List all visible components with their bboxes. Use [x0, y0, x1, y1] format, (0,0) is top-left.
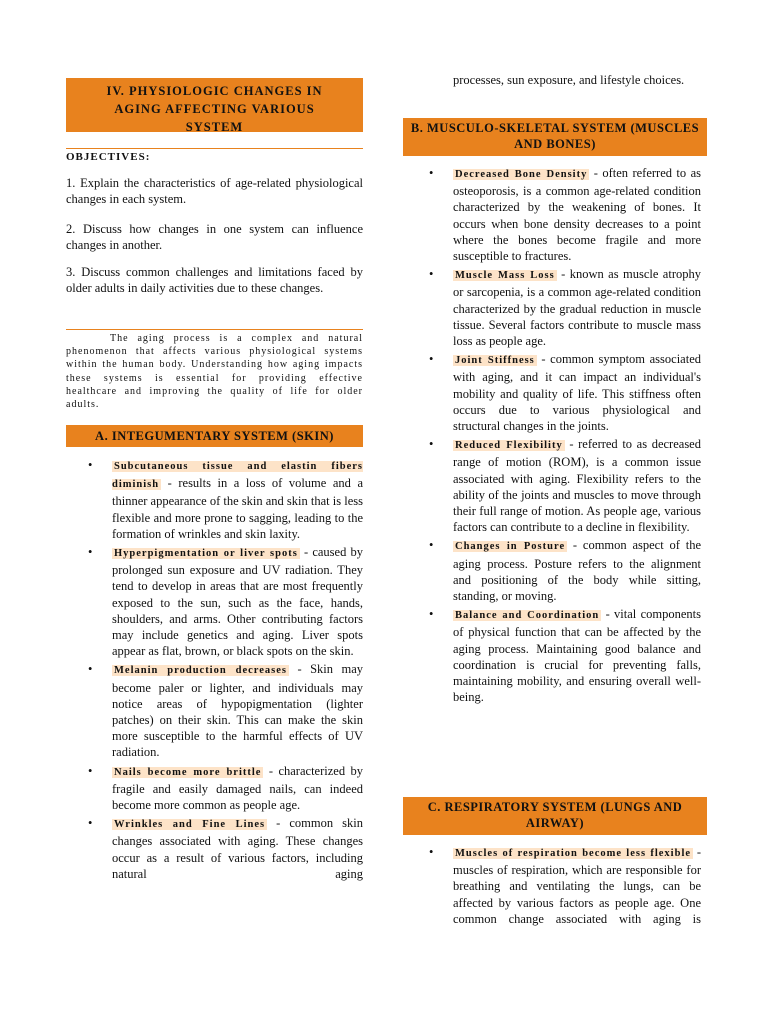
term-highlight: Changes in Posture [455, 541, 566, 553]
item-text: - vital components of physical function that can be affected by the aging process. Maintaining good balance and coordination is crucial for preventing falls, maintaining mobility, and ensuring overall well-being. [453, 607, 701, 705]
item-text: - common symptom associated with aging, and it can impact an individual's mobility and quality of life. This stiffness often occurs due to various physiological and structural changes in the joints. [453, 352, 701, 434]
list-item: • Hyperpigmentation or liver spots - caused by prolonged sun exposure and UV radiation. They tend to develop in areas that are most frequently exposed to the sun, such as the face, hands, shoulders, and arms. Other contributing factors may include genetics and aging. Liver spots appear as flat, brown, or black spots on the skin. [88, 545, 364, 659]
term-highlight: Melanin production decreases [114, 665, 288, 677]
term-highlight: Decreased Bone Density [455, 169, 588, 180]
item-text: - Skin may become paler or lighter, and individuals may notice areas of hypopigmentation (lighter patches) on their skin. This can make the skin more susceptible to the harmful effects of UV radiation. [112, 662, 363, 760]
item-text: - characterized by fragile and easily damaged nails, can indeed become more common as people age. [112, 763, 363, 813]
continuation-text: processes, sun exposure, and lifestyle choices. [453, 73, 685, 87]
item-text: - caused by prolonged sun exposure and UV radiation. They tend to develop in areas that are most frequently exposed to the sun, such as the face, hands, shoulders, and arms. Other contributing factors may include genetics and aging. Liver spots appear as flat, brown, or black spots on the skin. [112, 545, 364, 659]
objective-item: 1. Explain the characteristics of age-related physiological changes in each system. [66, 176, 363, 206]
term-highlight: Subcutaneous tissue and elastin fibers diminish [112, 461, 363, 491]
chapter-title-box [66, 78, 363, 132]
list-item: • Melanin production decreases - Skin may become paler or lighter, and individuals may notice areas of hypopigmentation (lighter patches) on their skin. This can make the skin more susceptible to the harmful effects of UV radiation. [88, 662, 363, 760]
term-highlight: Hyperpigmentation or liver spots [114, 548, 298, 560]
term-highlight: Reduced Flexibility [455, 440, 563, 452]
list-item: • Wrinkles and Fine Lines - common skin changes associated with aging. These changes occur as a result of various factors, including natural aging [88, 816, 363, 881]
item-text: - common aspect of the aging process. Posture refers to the alignment and positioning of the body while sitting, standing, or moving. [453, 538, 701, 604]
term-highlight: Muscle Mass Loss [455, 270, 555, 282]
item-text: - often referred to as osteoporosis, is a common age-related condition characterized by the weakening of bones. It occurs when bone density decreases to a point where the bones become fragile and more susceptible to fractures. [453, 166, 701, 264]
term-highlight: Joint Stiffness [455, 355, 535, 367]
item-text: - known as muscle atrophy or sarcopenia, is a common age-related condition characterized by the gradual reduction in muscle tissue. Several factors contribute to muscle mass loss as people age. [453, 267, 701, 349]
section-a-list [88, 457, 363, 884]
list-item: • Muscle Mass Loss - known as muscle atrophy or sarcopenia, is a common age-related condition characterized by the gradual reduction in muscle tissue. Several factors contribute to muscle mass loss as people age. [429, 267, 701, 349]
section-c-list [429, 844, 701, 929]
item-text: - results in a loss of volume and a thinner appearance of the skin and skin that is less flexible and more prone to sagging, leading to the formation of wrinkles and skin laxity. [112, 476, 363, 541]
list-item: • Balance and Coordination - vital components of physical function that can be affected by the aging process. Maintaining good balance and coordination is crucial for preventing falls, maintaining mobility, and ensuring overall well-being. [429, 607, 701, 705]
chapter-title-line: AGING AFFECTING VARIOUS [114, 102, 315, 116]
list-item: • Muscles of respiration become less flexible - muscles of respiration, which are responsible for breathing and ventilating the lungs, can be affected by various factors as people age. One common change associated with aging is [429, 845, 701, 926]
list-item: • Reduced Flexibility - referred to as decreased range of motion (ROM), is a common issue associated with aging. Flexibility refers to the ability of the joints and muscles to move through their full range of motion. As people age, various factors can contribute to a decline in flexibility. [429, 437, 701, 535]
objective-item: 3. Discuss common challenges and limitations faced by older adults in daily activities due to these changes. [66, 265, 363, 295]
intro-paragraph: The aging process is a complex and natural phenomenon that affects various physiological systems within the human body. Understanding how aging impacts these systems is essential for providing effective healthcare and improving the quality of life for older adults. [66, 329, 363, 411]
section-b-list [429, 165, 701, 708]
list-item: • Changes in Posture - common aspect of the aging process. Posture refers to the alignment and positioning of the body while sitting, standing, or moving. [429, 538, 701, 604]
term-highlight: Wrinkles and Fine Lines [114, 819, 266, 831]
section-a-heading: A. INTEGUMENTARY SYSTEM (SKIN) [66, 425, 363, 447]
section-c-heading: C. RESPIRATORY SYSTEM (LUNGS AND AIRWAY) [403, 797, 707, 835]
item-text: - referred to as decreased range of motion (ROM), is a common issue associated with aging. Flexibility refers to the ability of the joints and muscles to move through their full range of motion. As people age, various factors can contribute to a decline in flexibility. [453, 437, 701, 535]
objectives-heading: OBJECTIVES: [66, 148, 363, 163]
list-item: • Subcutaneous tissue and elastin fibers diminish - results in a loss of volume and a thinner appearance of the skin and skin that is less flexible and more prone to sagging, leading to the formation of wrinkles and skin laxity. [88, 458, 363, 541]
item-text: - common skin changes associated with aging. These changes occur as a result of various factors, including natural aging [112, 816, 363, 881]
term-highlight: Nails become more brittle [114, 766, 262, 778]
list-item: • Decreased Bone Density - often referred to as osteoporosis, is a common age-related condition characterized by the weakening of bones. It occurs when bone density decreases to a point where the bones become fragile and more susceptible to fractures. [429, 166, 701, 264]
list-item: • Joint Stiffness - common symptom associated with aging, and it can impact an individual's mobility and quality of life. This stiffness often occurs due to various physiological and structural changes in the joints. [429, 352, 701, 434]
chapter-title-line: IV. PHYSIOLOGIC CHANGES IN [106, 84, 323, 98]
objective-item: 2. Discuss how changes in one system can influence changes in another. [66, 222, 363, 252]
term-highlight: Muscles of respiration become less flexible [455, 848, 692, 859]
section-b-heading: B. MUSCULO-SKELETAL SYSTEM (MUSCLES AND BONES) [403, 118, 707, 156]
term-highlight: Balance and Coordination [455, 610, 600, 622]
list-item: • Nails become more brittle - characterized by fragile and easily damaged nails, can indeed become more common as people age. [88, 763, 363, 813]
item-text: - muscles of respiration, which are responsible for breathing and ventilating the lungs, can be affected by various factors as people age. One common change associated with aging is [453, 845, 701, 926]
chapter-title-line: SYSTEM [185, 120, 244, 134]
